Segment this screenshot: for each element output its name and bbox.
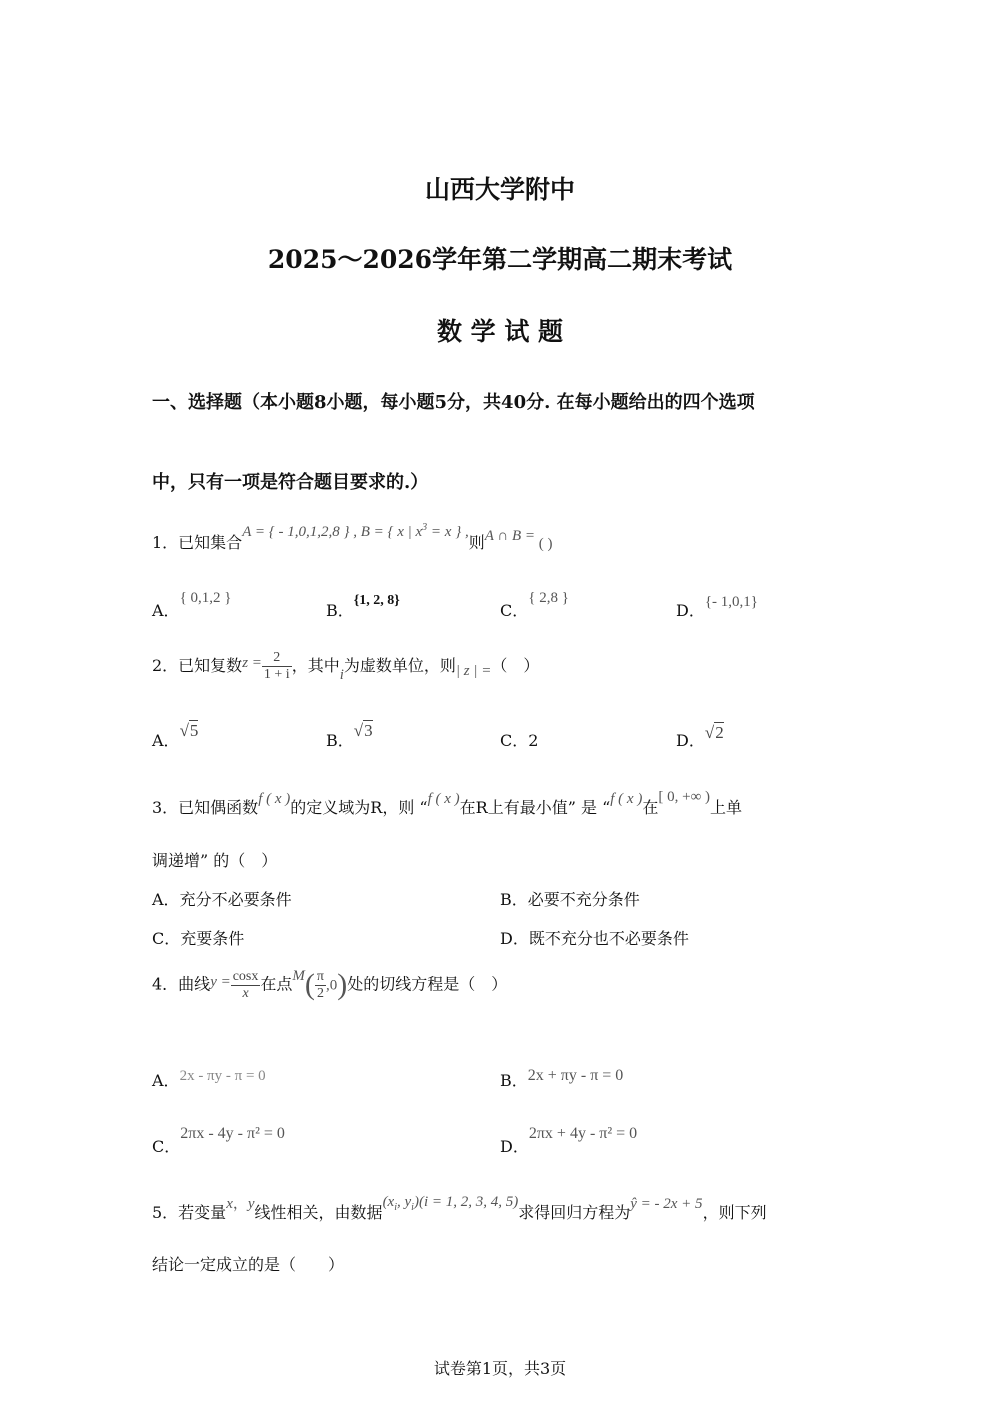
q4-option-b[interactable]: B．2x + πy - π = 0 [500, 1067, 624, 1090]
question-4: 4．曲线y = $\frac{\cos x}{x}$ 在点M( $\frac{\pi}{2}$ ,0)处的切线方程是（ ） [152, 967, 508, 1001]
question-3: 3．已知偶函数f ( x )的定义域为R，则 “f ( x )在R上有最小值” 是 “f ( x )在[ 0, +∞ )上单 [152, 789, 743, 817]
question-5: 5．若变量x，y线性相关，由数据($x_i$, $y_i)(i = 1$, 2, 3, 4, 5)求得回归方程为ŷ = - 2x + 5，则下列 [152, 1194, 767, 1222]
exam-title: 2025～2026学年第二学期高二期末考试 [267, 245, 733, 274]
section-heading-line2: 中，只有一项是符合题目要求的.） [152, 472, 429, 493]
q4-fraction: $\frac{\cos x}{x}$ [232, 968, 259, 1001]
q2-fraction: $\frac{2}{1 + i}$ [263, 650, 290, 682]
question-2: 2．已知复数z = $\frac{2}{1 + i}$ ，其中i为虚数单位，则| z | =（ ） [152, 650, 540, 683]
q1-option-c[interactable]: C．{ 2,8 } [500, 590, 569, 620]
q1-prefix: 1．已知集合 [152, 533, 243, 552]
q3-interval: [ 0, +∞ ) [658, 789, 711, 805]
q4-option-a[interactable]: A．2x - πy - π = 0 [152, 1068, 266, 1090]
page-footer: 试卷第1页，共3页 [433, 1359, 567, 1378]
q3-option-b[interactable]: B．必要不充分条件 [500, 890, 640, 909]
q3-option-d[interactable]: D．既不充分也不必要条件 [500, 929, 689, 948]
q2-option-c[interactable]: C．2 [500, 731, 539, 750]
q1-mid: 则 [468, 533, 485, 552]
q5-line2: 结论一定成立的是（ ） [152, 1255, 345, 1274]
q4-option-c[interactable]: C．2πx - 4y - π² = 0 [152, 1125, 285, 1156]
q2-option-d[interactable]: D．√2 [676, 723, 724, 750]
q4-option-d[interactable]: D．2πx + 4y - π² = 0 [500, 1125, 638, 1156]
q5-equation: ŷ = - 2x + 5 [630, 1196, 703, 1212]
question-1 [152, 522, 553, 553]
q1-option-b[interactable]: B．{1, 2, 8} [326, 593, 400, 620]
q1-option-d[interactable]: D．{- 1,0,1} [676, 594, 758, 620]
q4-point: $\frac{\pi}{2}$ [316, 968, 324, 1001]
q2-option-b[interactable]: B．√3 [326, 721, 373, 750]
q3-fx-2: f ( x ) [427, 791, 460, 807]
school-name: 山西大学附中 [424, 175, 575, 204]
q3-fx-3: f ( x ) [610, 791, 643, 807]
q5-data: ($x_i$, $y_i)(i = 1$, 2, 3, 4, 5) [382, 1194, 519, 1213]
q1-expr: A ∩ B = [484, 528, 539, 544]
q3-option-c[interactable]: C．充要条件 [152, 929, 245, 948]
q3-option-a[interactable]: A．充分不必要条件 [152, 890, 292, 909]
section-heading-line1: 一、选择题（本小题8小题，每小题5分，共40分. 在每小题给出的四个选项 [152, 392, 755, 413]
q1-sets: A = { - 1,0,1,2,8 } , B = { x | $x^3 = x$ } , [242, 522, 469, 540]
q1-bracket: ( ) [538, 536, 553, 552]
q2-option-a[interactable]: A．√5 [152, 721, 199, 750]
q3-fx-1: f ( x ) [258, 791, 291, 807]
q3-line2: 调递增” 的（ ） [152, 851, 278, 870]
subject-title: 数 学 试 题 [436, 317, 564, 346]
q1-option-a[interactable]: A．{ 0,1,2 } [152, 590, 232, 620]
